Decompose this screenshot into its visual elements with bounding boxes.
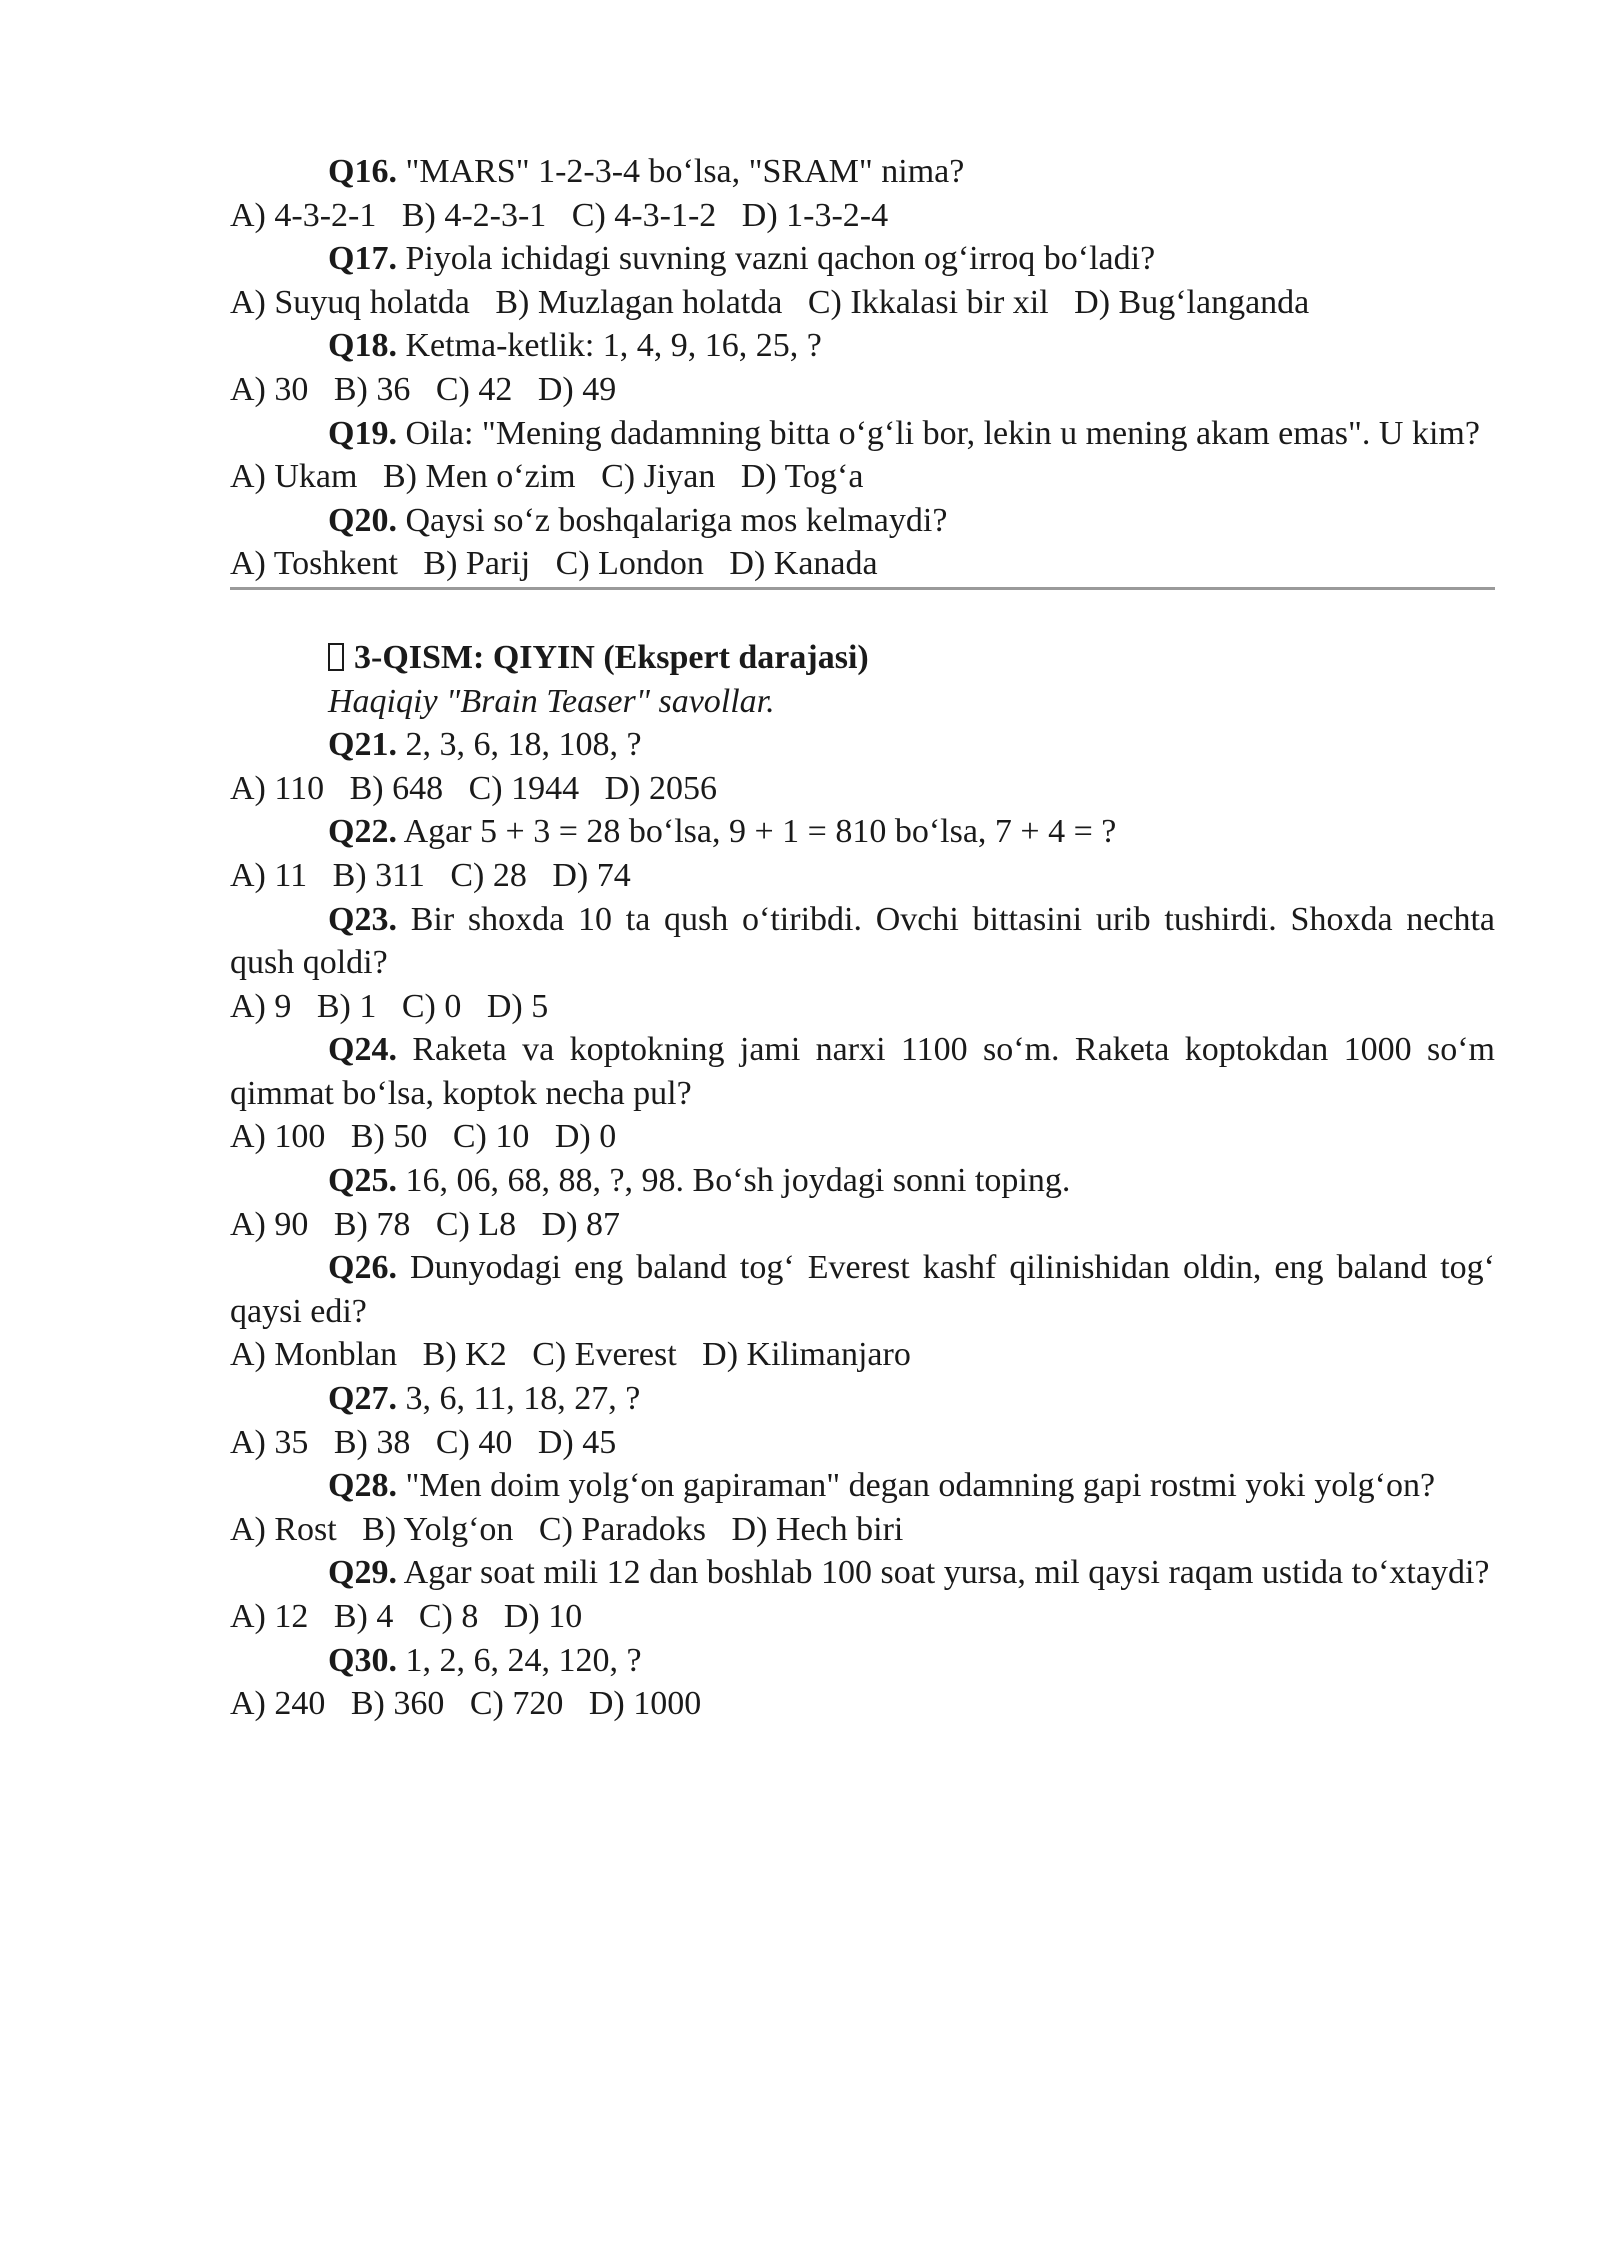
question-number: Q25.: [328, 1162, 397, 1200]
answer-options: A) 12 B) 4 C) 8 D) 10: [230, 1598, 583, 1635]
question-text: Agar soat mili 12 dan boshlab 100 soat yursa, mil qaysi raqam ustida to‘xtaydi?: [403, 1554, 1490, 1592]
question-q18: [230, 324, 1495, 368]
question-block-q18: [230, 324, 1495, 411]
question-text: Oila: "Mening dadamning bitta o‘g‘li bor, lekin u mening akam emas". U kim?: [405, 414, 1480, 452]
section-divider: [230, 587, 1495, 590]
question-block-q28: [230, 1464, 1495, 1551]
answer-options: A) 11 B) 311 C) 28 D) 74: [230, 856, 631, 894]
document-page: [230, 150, 1495, 1726]
question-number: Q30.: [328, 1641, 397, 1679]
question-number: Q18.: [328, 327, 397, 365]
question-block-q17: [230, 237, 1495, 324]
question-q29: [230, 1551, 1495, 1595]
answer-options: A) 240 B) 360 C) 720 D) 1000: [230, 1685, 702, 1723]
question-text: Dunyodagi eng baland tog‘ Everest kashf qilinishidan oldin, eng baland tog‘ qaysi edi?: [230, 1249, 1496, 1330]
square-box-icon: [328, 643, 344, 671]
question-text: 2, 3, 6, 18, 108, ?: [405, 726, 642, 764]
question-block-q22: [230, 810, 1495, 897]
question-number: Q22.: [328, 813, 397, 851]
question-q24: [230, 1028, 1495, 1115]
question-number: Q17.: [328, 240, 397, 278]
question-block-q25: [230, 1159, 1495, 1246]
question-q17: [230, 237, 1495, 281]
section-subtitle: Haqiqiy "Brain Teaser" savollar.: [328, 682, 775, 720]
answer-options: A) Suyuq holatda B) Muzlagan holatda C) Ikkalasi bir xil D) Bug‘langanda: [230, 283, 1310, 321]
question-text: Bir shoxda 10 ta qush o‘tiribdi. Ovchi bittasini urib tushirdi. Shoxda nechta qush qoldi?: [230, 900, 1496, 982]
question-q22: [230, 810, 1495, 854]
answer-options: A) 30 B) 36 C) 42 D) 49: [230, 370, 617, 408]
question-text: 16, 06, 68, 88, ?, 98. Bo‘sh joydagi sonni toping.: [405, 1162, 1071, 1200]
question-text: Ketma-ketlik: 1, 4, 9, 16, 25, ?: [405, 327, 822, 365]
question-number: Q23.: [328, 900, 397, 938]
answer-options: A) 100 B) 50 C) 10 D) 0: [230, 1118, 617, 1156]
question-number: Q24.: [328, 1031, 397, 1069]
question-block-q27: [230, 1377, 1495, 1464]
answer-options: A) 9 B) 1 C) 0 D) 5: [230, 987, 549, 1025]
question-block-q16: [230, 150, 1495, 237]
answer-options: A) Monblan B) K2 C) Everest D) Kilimanjaro: [230, 1336, 911, 1374]
answer-options: A) 35 B) 38 C) 40 D) 45: [230, 1423, 617, 1461]
answer-options: A) 90 B) 78 C) L8 D) 87: [230, 1205, 621, 1243]
question-q19: [230, 412, 1495, 456]
question-text: Agar 5 + 3 = 28 bo‘lsa, 9 + 1 = 810 bo‘lsa, 7 + 4 = ?: [403, 813, 1117, 851]
question-text: Piyola ichidagi suvning vazni qachon og‘irroq bo‘ladi?: [405, 240, 1156, 278]
question-text: 3, 6, 11, 18, 27, ?: [405, 1380, 641, 1418]
question-block-q30: [230, 1639, 1495, 1726]
question-number: Q27.: [328, 1380, 397, 1418]
question-block-q26: [230, 1246, 1495, 1377]
question-block-q29: [230, 1551, 1495, 1638]
question-block-q19: [230, 412, 1495, 499]
question-block-q24: [230, 1028, 1495, 1159]
question-q23: [230, 898, 1495, 985]
question-number: Q20.: [328, 501, 397, 539]
question-text: "Men doim yolg‘on gapiraman" degan odamning gapi rostmi yoki yolg‘on?: [405, 1467, 1436, 1505]
question-q26: [230, 1246, 1495, 1333]
answer-options: A) 4-3-2-1 B) 4-2-3-1 C) 4-3-1-2 D) 1-3-2-4: [230, 196, 889, 234]
question-text: 1, 2, 6, 24, 120, ?: [405, 1641, 642, 1679]
question-q30: [230, 1639, 1495, 1683]
question-block-q20: [230, 499, 1495, 586]
question-number: Q28.: [328, 1467, 397, 1505]
question-number: Q19.: [328, 414, 397, 452]
section-heading: [230, 636, 1495, 680]
question-q25: [230, 1159, 1495, 1203]
question-block-q23: [230, 898, 1495, 1029]
question-number: Q16.: [328, 153, 397, 190]
question-q16: [230, 150, 1495, 194]
question-number: Q29.: [328, 1554, 397, 1592]
question-q28: [230, 1464, 1495, 1508]
question-text: Raketa va koptokning jami narxi 1100 so‘m. Raketa koptokdan 1000 so‘m qimmat bo‘lsa, koptok necha pul?: [230, 1031, 1496, 1112]
question-text: "MARS" 1-2-3-4 bo‘lsa, "SRAM" nima?: [405, 153, 965, 190]
question-block-q21: [230, 723, 1495, 810]
answer-options: A) Rost B) Yolg‘on C) Paradoks D) Hech biri: [230, 1510, 904, 1548]
answer-options: A) Toshkent B) Parij C) London D) Kanada: [230, 545, 878, 583]
answer-options: A) 110 B) 648 C) 1944 D) 2056: [230, 769, 717, 807]
question-q21: [230, 723, 1495, 767]
answer-options: A) Ukam B) Men o‘zim C) Jiyan D) Tog‘a: [230, 458, 864, 496]
question-q27: [230, 1377, 1495, 1421]
question-number: Q26.: [328, 1249, 397, 1287]
question-number: Q21.: [328, 726, 397, 764]
question-text: Qaysi so‘z boshqalariga mos kelmaydi?: [405, 501, 948, 539]
section-title: 3-QISM: QIYIN (Ekspert darajasi): [354, 638, 869, 676]
question-q20: [230, 499, 1495, 543]
